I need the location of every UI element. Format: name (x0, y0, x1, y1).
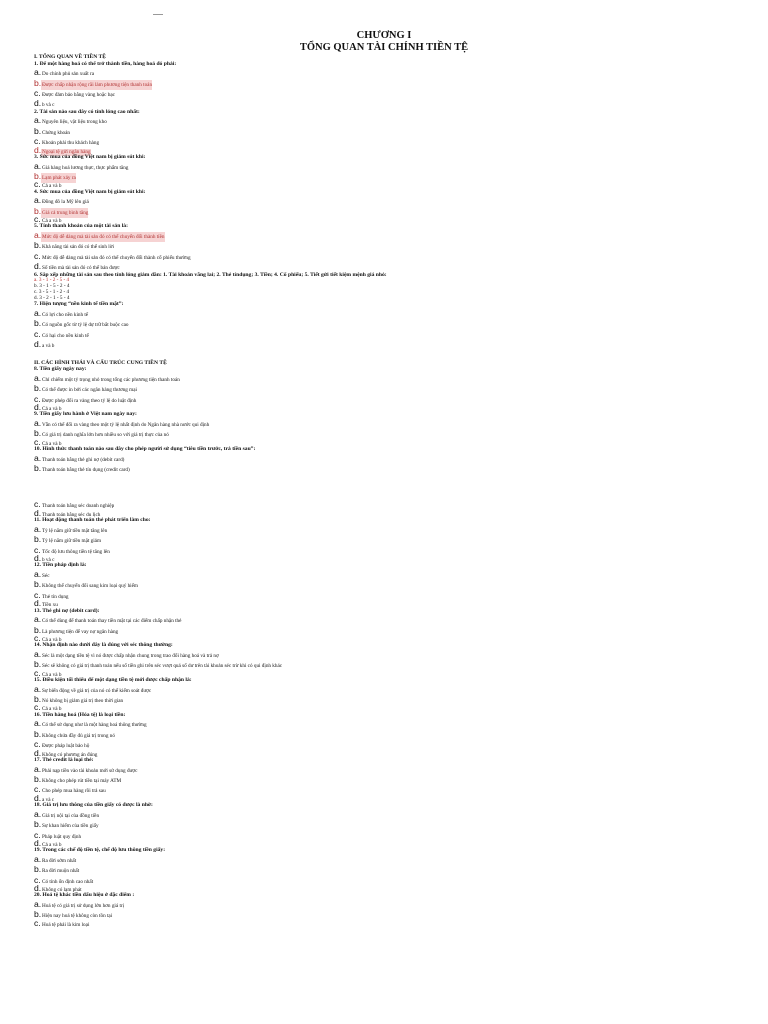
option-letter: c. (34, 328, 41, 339)
option-text: Cả a và b (42, 841, 62, 848)
option-a (34, 899, 734, 909)
question: 10. Hình thức thanh toán nào sau đây cho phép người sử dụng “tiêu tiền trước, trả tiền sau”: (34, 446, 256, 453)
option-text: Tỷ lệ nắm giữ tiền mặt tăng lên (42, 527, 108, 534)
option-letter: c. (34, 179, 41, 190)
section-heading: II. CÁC HÌNH THÁI VÀ CẤU TRÚC CUNG TIỀN TỆ (34, 359, 167, 366)
option-text: Tỷ lệ nắm giữ tiền mặt giảm (42, 538, 101, 545)
option-text: Séc sẽ không có giá trị thanh toán nếu số tiền ghi trên séc vượt quá số dư trên tài khoản séc trừ khi có qui định khác (42, 663, 283, 670)
option-text: Không có phương án đúng (42, 751, 98, 758)
option-b-highlighted (34, 78, 734, 88)
option-letter: d. (34, 339, 42, 350)
option-text: Được chấp nhận rộng rãi làm phương tiện thanh toán (41, 80, 152, 90)
option-letter: a. (34, 67, 42, 78)
option-text: Hoá tệ có giá trị sử dụng lớn hơn giá trị (42, 903, 125, 910)
option-letter: c. (34, 739, 41, 750)
option-a (34, 809, 734, 819)
option-letter: a. (34, 899, 42, 910)
option-a (34, 115, 734, 125)
chapter-subtitle: TỔNG QUAN TÀI CHÍNH TIỀN TỆ (299, 42, 469, 53)
option-letter: b. (34, 659, 42, 670)
option-letter: b. (34, 463, 42, 474)
option-text: Có lợi cho nền kinh tế (42, 311, 89, 318)
option-a (34, 764, 734, 774)
option-letter: a. (34, 763, 42, 774)
option-b (34, 819, 734, 829)
option-text: Thanh toán bằng thẻ ghi nợ (debit card) (42, 456, 125, 463)
option-letter: d. (34, 401, 42, 412)
option-text: Cả a và b (42, 440, 62, 447)
question: 14. Nhận định nào dưới đây là đúng với séc thông thường: (34, 642, 173, 649)
option-text: Được phép đổi ra vàng theo tỷ lệ do luật định (42, 397, 137, 404)
option-letter: d. (34, 261, 42, 272)
question: 13. Thẻ ghi nợ (debit card): (34, 607, 100, 614)
option-text: Đồng đô la Mỹ lên giá (42, 199, 89, 206)
option-text: Séc là một dạng tiền tệ vì nó được chấp nhận chung trong trao đổi hàng hoá và trả nợ (42, 652, 219, 659)
option-a (34, 854, 734, 864)
spacer (34, 350, 734, 360)
option-text: Ngoại tệ gửi ngân hàng (42, 148, 91, 155)
option-d (34, 600, 734, 607)
question: 8. Tiền giấy ngày nay: (34, 366, 87, 373)
option-letter: a. (34, 372, 42, 383)
option-letter: d. (34, 598, 42, 609)
option-text: Séc (42, 572, 50, 579)
option-text: Cả a và b (42, 405, 62, 412)
option-letter: a. (34, 614, 42, 625)
option-text: Tốc độ lưu thông tiền tệ tăng lên (42, 548, 110, 555)
option-c (34, 329, 734, 339)
option-letter: c. (34, 214, 41, 225)
option-text: Vẫn có thể đổi ra vàng theo một tỷ lệ nhất định do Ngân hàng nhà nước qui định (42, 421, 210, 428)
option-b (34, 774, 734, 784)
option-letter: d. (34, 747, 42, 758)
option-letter: a. (34, 115, 42, 126)
option-text: Khoản phải thu khách hàng (42, 140, 100, 147)
option-letter: b. (34, 77, 42, 88)
option-text: Cả a và b (42, 636, 62, 643)
option-b (34, 909, 734, 919)
option-letter: a. (34, 230, 42, 241)
option-letter: a. (34, 718, 42, 729)
option-text: Ra đời muộn nhất (42, 868, 80, 875)
option-text: b và c (42, 556, 55, 563)
option-letter: d. (34, 792, 42, 803)
option-letter: c. (34, 829, 41, 840)
option-d (34, 552, 734, 563)
option-b-highlighted (34, 206, 734, 216)
option-letter: b. (34, 909, 42, 920)
option-text: Hiện nay hoá tệ không còn tồn tại (42, 913, 113, 920)
option-a (34, 614, 734, 624)
option-letter: c. (34, 499, 41, 510)
option-letter: c. (34, 874, 41, 885)
option-c (34, 917, 734, 928)
question: 18. Giá trị lưu thông của tiền giấy có được là nhờ: (34, 802, 153, 809)
option-letter: c. (34, 667, 41, 678)
option-letter: b. (34, 864, 42, 875)
question: 15. Điều kiện tối thiểu để một dạng tiền tệ mới được chấp nhận là: (34, 677, 192, 684)
option-b (34, 579, 734, 589)
option-letter: b. (34, 819, 42, 830)
option-c (34, 394, 734, 404)
question: 4. Sức mua của đồng Việt nam bị giảm sút khi: (34, 188, 146, 195)
option-text: Giá trị nội tại của đồng tiền (42, 812, 100, 819)
option-b (34, 534, 734, 544)
option-c (34, 739, 734, 749)
option-letter: b. (34, 125, 42, 136)
option-c (34, 830, 734, 840)
option-a (34, 195, 734, 205)
option-letter: c. (34, 87, 41, 98)
option-letter: b. (34, 240, 42, 251)
option-letter: a. (34, 568, 42, 579)
option-text: Giá hàng hoá lương thực, thực phẩm tăng (42, 164, 129, 171)
option-b (34, 318, 734, 328)
option-text: Giá cả trung bình tăng (41, 208, 88, 218)
option-b (34, 864, 734, 874)
option-a (34, 718, 734, 728)
option-text: Thanh toán bằng thẻ tín dụng (credit card) (42, 467, 130, 474)
option-d (34, 339, 734, 349)
option-text: Là phương tiện để vay nợ ngân hàng (42, 628, 119, 635)
option-a (34, 67, 734, 77)
option-text: Số tiền mà tài sản đó có thể bán được (42, 265, 120, 272)
option-b (34, 659, 734, 669)
option-text: Nguyên liệu, vật liệu trong kho (42, 119, 107, 126)
option-text: b và c (42, 102, 55, 109)
page-mark (153, 14, 163, 15)
option-letter: c. (34, 436, 41, 447)
option-d (34, 98, 734, 108)
option-text: Chỉ chiếm một tỷ trọng nhỏ trong tổng các phương tiện thanh toán (42, 376, 180, 383)
option-a (34, 684, 734, 694)
option-a (34, 649, 734, 659)
option-text: Có thể được in bởi các ngân hàng thương mại (42, 387, 137, 394)
option-text: Cho phép mua hàng rồi trả sau (42, 788, 106, 795)
option-letter: b. (34, 534, 42, 545)
option-letter: b. (34, 205, 42, 216)
question: 9. Tiền giấy lưu hành ở Việt nam ngày nay: (34, 411, 137, 418)
option-text: Không có lạm phát (42, 887, 82, 894)
option-text: Do chính phủ sản xuất ra (42, 71, 95, 78)
option-c (34, 590, 734, 600)
question: 1. Để một hàng hoá có thể trở thành tiền, hàng hoá đó phải: (34, 60, 177, 67)
chapter-title: CHƯƠNG I (356, 30, 412, 41)
option-a (34, 524, 734, 534)
option-text: a và b (42, 343, 55, 350)
option-text: Nó không bị giảm giá trị theo thời gian (42, 698, 124, 705)
option-letter: a. (34, 160, 42, 171)
question: 11. Hoạt động thanh toán thẻ phát triển làm cho: (34, 517, 151, 524)
option-letter: a. (34, 523, 42, 534)
option-text: Không cho phép rút tiền tại máy ATM (42, 777, 122, 784)
option-c: c. 3 - 5 - 1 - 2 - 4 (34, 288, 70, 295)
option-a (34, 308, 734, 318)
option-b: b. 3 - 1 - 5 - 2 - 4 (34, 282, 70, 289)
option-letter: c. (34, 917, 41, 928)
option-letter: c. (34, 589, 41, 600)
option-letter: b. (34, 624, 42, 635)
option-text: Sự khan hiếm của tiền giấy (42, 823, 99, 830)
option-letter: a. (34, 683, 42, 694)
question: 3. Sức mua của đồng Việt nam bị giảm sút khi: (34, 153, 146, 160)
option-text: Cả a và b (42, 218, 62, 225)
option-letter: c. (34, 702, 41, 713)
option-c (34, 545, 734, 555)
option-letter: a. (34, 808, 42, 819)
option-text: Không chứa đầy đủ giá trị trong nó (42, 732, 115, 739)
option-a (34, 453, 734, 463)
option-text: Thẻ tín dụng (42, 593, 69, 600)
option-b (34, 126, 734, 136)
option-c (34, 251, 734, 261)
option-letter: b. (34, 383, 42, 394)
option-letter: b. (34, 170, 42, 181)
option-letter: c. (34, 393, 41, 404)
question: 7. Hiện tượng “nền kinh tế tiền mặt”: (34, 301, 124, 308)
option-letter: b. (34, 428, 42, 439)
option-c (34, 499, 734, 509)
option-c (34, 704, 734, 711)
option-text: Lạm phát xảy ra (41, 173, 76, 183)
option-text: a và c (42, 796, 55, 803)
option-a-highlighted (34, 230, 734, 240)
option-text: Khả năng tài sản đó có thể sinh lời (42, 244, 114, 251)
option-d (34, 747, 734, 758)
option-text: Pháp luật quy định (42, 833, 82, 840)
option-text: Chứng khoán (42, 129, 71, 136)
option-d (34, 885, 734, 892)
option-d-highlighted (34, 144, 734, 155)
option-letter: a. (34, 853, 42, 864)
option-letter: b. (34, 728, 42, 739)
option-text: Cả a và b (42, 183, 62, 190)
option-letter: b. (34, 694, 42, 705)
option-text: Được pháp luật bảo hộ (42, 743, 90, 750)
option-letter: c. (34, 136, 41, 147)
option-text: Có nguồn gốc từ tỷ lệ dự trữ bắt buộc cao (42, 322, 129, 329)
spacer (34, 473, 734, 499)
option-text: Thanh toán bằng séc du lịch (42, 511, 101, 518)
option-letter: d. (34, 98, 42, 109)
option-letter: b. (34, 579, 42, 590)
question: 19. Trong các chế độ tiền tệ, chế độ lưu thông tiền giấy: (34, 847, 166, 854)
question: 12. Tiền pháp định là: (34, 562, 87, 569)
document-page (34, 30, 734, 927)
option-text: Cả a và b (42, 671, 62, 678)
option-c (34, 784, 734, 794)
option-d (34, 401, 734, 412)
option-text: Phải nạp tiền vào tài khoản mới sử dụng được (42, 767, 138, 774)
option-c (34, 632, 734, 643)
option-text: Có hại cho nền kinh tế (42, 332, 89, 339)
section-heading: I. TỔNG QUAN VỀ TIỀN TỆ (34, 54, 107, 60)
option-a (34, 569, 734, 579)
option-text: Không thể chuyển đổi sang kim loại quý hiếm (42, 583, 138, 590)
option-b-highlighted (34, 171, 734, 181)
option-text: Sự biến động về giá trị của nó có thể kiểm soát được (42, 687, 152, 694)
option-text: Hoá tệ phải là kim loại (42, 921, 90, 928)
question: 16. Tiền hàng hoá (Hóa tệ) là loại tiền: (34, 711, 126, 718)
option-text: Thanh toán bằng séc doanh nghiệp (42, 503, 115, 510)
question: 2. Tài sản nào sau đây có tính lỏng cao nhất: (34, 108, 140, 115)
option-letter: d. (34, 144, 42, 155)
option-a (34, 418, 734, 428)
option-text: Có giá trị danh nghĩa lớn hơn nhiều so với giá trị thực của nó (42, 432, 169, 439)
option-letter: a. (34, 648, 42, 659)
option-text: Tiền xu (42, 602, 58, 609)
option-letter: a. (34, 417, 42, 428)
option-text: Được đảm bảo bằng vàng hoặc bạc (42, 91, 115, 98)
option-a-highlighted: a. 3 - 1 - 2 - 5 - 4 (34, 277, 70, 284)
option-c (34, 136, 734, 146)
option-c (34, 181, 734, 188)
option-text: Mức độ dễ dàng mà tài sản đó có thể chuyển đổi thành tiền (41, 232, 165, 242)
option-letter: c. (34, 250, 41, 261)
option-letter: d. (34, 883, 42, 894)
option-b (34, 463, 734, 473)
option-c (34, 875, 734, 885)
option-letter: d. (34, 837, 42, 848)
option-letter: a. (34, 195, 42, 206)
option-text: Có thể dùng để thanh toán thay tiền mặt tại các điểm chấp nhận thẻ (42, 618, 182, 625)
option-d: d. 3 - 2 - 1 - 5 - 4 (34, 294, 70, 301)
question: 20. Hoá tệ khác tiền dấu hiệu ở đặc điểm : (34, 892, 135, 899)
option-letter: b. (34, 773, 42, 784)
option-letter: c. (34, 784, 41, 795)
option-text: Có thể sử dụng như là một hàng hoá thông thường (42, 722, 147, 729)
option-b (34, 428, 734, 438)
option-a (34, 373, 734, 383)
question: 17. Thẻ credit là loại thẻ: (34, 756, 94, 763)
option-text: Mức độ dễ dàng mà tài sản đó có thể chuyển đổi thành cổ phiếu thường (42, 254, 191, 261)
option-letter: d. (34, 507, 42, 518)
question: 5. Tính thanh khoản của một tài sản là: (34, 223, 128, 230)
option-text: Ra đời sớm nhất (42, 857, 77, 864)
option-text: Cả a và b (42, 706, 62, 713)
option-letter: a. (34, 307, 42, 318)
option-letter: b. (34, 318, 42, 329)
option-letter: d. (34, 552, 42, 563)
option-letter: c. (34, 632, 41, 643)
option-a (34, 161, 734, 171)
option-letter: a. (34, 452, 42, 463)
option-c (34, 216, 734, 223)
option-letter: c. (34, 544, 41, 555)
option-text: Có tính ổn định cao nhất (42, 878, 94, 885)
question: 6. Sắp xếp những tài sản sau theo tính lỏng giảm dần: 1. Tài khoản vãng lai; 2. Thẻ tíndụng; 3. Tiền; 4. Cổ phiếu; 5. Tiết gửi tiết kiệm mệnh giá nhỏ: (34, 271, 387, 278)
